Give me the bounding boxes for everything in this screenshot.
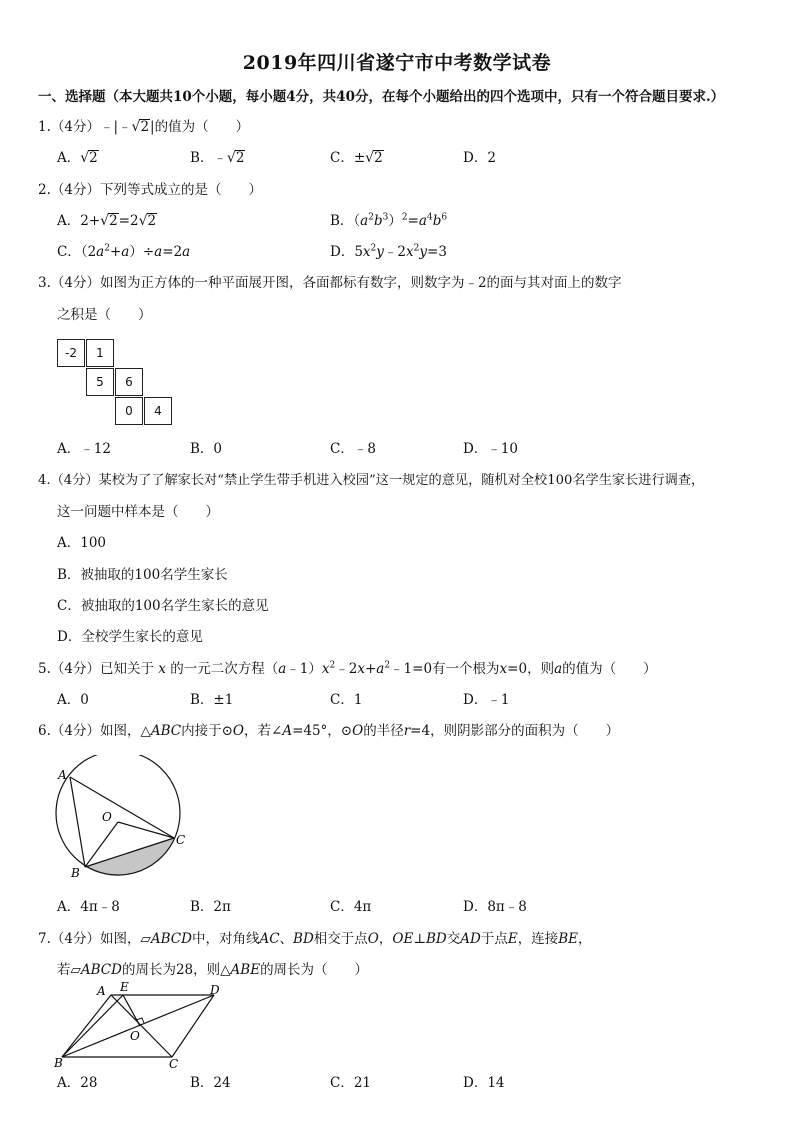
- label-o: O: [130, 1029, 140, 1043]
- question-5-option-d[interactable]: D．﹣1: [463, 692, 510, 708]
- question-3-option-d[interactable]: D．﹣10: [463, 441, 519, 457]
- question-4-stem-line-1: 4.（4分）某校为了了解家长对“禁止学生带手机进入校园”这一规定的意见，随机对全校100名学生家长进行调查，: [38, 473, 705, 488]
- question-5-option-b[interactable]: B．±1: [190, 692, 234, 708]
- question-5-option-a[interactable]: A．0: [57, 692, 89, 708]
- question-7-option-c[interactable]: C．21: [330, 1075, 372, 1091]
- label-d: D: [210, 983, 220, 997]
- question-1-option-a[interactable]: A．√2: [57, 150, 98, 166]
- label-a: A: [58, 768, 67, 782]
- net-cell: 4: [144, 397, 172, 425]
- net-cell: 0: [115, 397, 143, 425]
- page-title: 2019年四川省遂宁市中考数学试卷: [242, 52, 552, 74]
- question-6-option-d[interactable]: D．8π﹣8: [463, 899, 527, 915]
- question-7-stem-line-2: 若▱ABCD的周长为28，则△ABE的周长为（ ）: [57, 962, 369, 978]
- question-6-option-a[interactable]: A．4π﹣8: [57, 899, 120, 915]
- question-6-option-c[interactable]: C．4π: [330, 899, 372, 915]
- cube-net-figure: [57, 339, 177, 427]
- label-e: E: [120, 980, 129, 994]
- question-1-option-b[interactable]: B．﹣√2: [190, 150, 245, 166]
- net-cell: 6: [115, 368, 143, 396]
- question-5-stem: 5.（4分）已知关于 x 的一元二次方程$(a﹣1)x^2﹣2x+a^2﹣1=0$有一个根为x=0，则a的值为（ ）: [38, 660, 657, 677]
- question-3-stem-line-1: 3.（4分）如图为正方体的一种平面展开图，各面都标有数字，则数字为﹣2的面与其对面上的数字: [38, 275, 622, 291]
- question-4-stem-line-2: 这一问题中样本是（ ）: [57, 504, 219, 520]
- question-1-option-c[interactable]: C．±√2: [330, 150, 383, 166]
- question-3-stem-line-2: 之积是（ ）: [57, 307, 152, 323]
- question-4-option-a[interactable]: A．100: [57, 535, 107, 551]
- question-6-stem: 6.（4分）如图，△ABC内接于⊙O，若∠A=45°，⊙O的半径r=4，则阴影部分的面积为（ ）: [38, 723, 620, 739]
- shaded-region: [85, 838, 174, 876]
- question-5-option-c[interactable]: C．1: [330, 692, 363, 708]
- label-a: A: [97, 984, 106, 998]
- net-cell: 5: [86, 368, 114, 396]
- label-c: C: [169, 1057, 179, 1071]
- net-cell: 1: [86, 339, 114, 367]
- question-4-option-b[interactable]: B．被抽取的100名学生家长: [57, 567, 228, 583]
- question-7-option-a[interactable]: A．28: [57, 1075, 98, 1091]
- question-6-option-b[interactable]: B．2π: [190, 899, 231, 915]
- question-2-option-a[interactable]: A．2+√2=2√2: [57, 213, 157, 229]
- section-heading: 一、选择题（本大题共10个小题，每小题4分，共40分，在每个小题给出的四个选项中，只有一个符合题目要求.）: [38, 89, 725, 105]
- question-3-option-b[interactable]: B．0: [190, 441, 223, 457]
- question-4-option-c[interactable]: C．被抽取的100名学生家长的意见: [57, 598, 269, 614]
- question-2-option-d[interactable]: D．$5x^2y﹣2x^2y=3$: [330, 243, 447, 260]
- question-7-option-b[interactable]: B．24: [190, 1075, 231, 1091]
- question-7-option-d[interactable]: D．14: [463, 1075, 505, 1091]
- question-2-stem: 2.（4分）下列等式成立的是（ ）: [38, 182, 262, 198]
- question-7-stem-line-1: 7.（4分）如图，▱ABCD中，对角线AC、BD相交于点O，OE⊥BD交AD于点E，连接BE，: [38, 931, 592, 947]
- label-c: C: [176, 833, 186, 847]
- question-1-option-d[interactable]: D．2: [463, 150, 496, 166]
- label-o: O: [102, 810, 112, 824]
- question-3-option-a[interactable]: A．﹣12: [57, 441, 111, 457]
- question-2-option-c[interactable]: C．$(2a^2+a)\div a=2a$: [57, 243, 191, 260]
- circle-figure: [50, 755, 200, 885]
- parallelogram-figure: [50, 980, 240, 1072]
- net-cell: -2: [57, 339, 85, 367]
- question-4-option-d[interactable]: D．全校学生家长的意见: [57, 629, 203, 645]
- label-b: B: [71, 866, 80, 880]
- question-2-option-b[interactable]: B．$(a^2b^3)^2=a^4b^6$: [330, 212, 448, 229]
- question-1-stem: 1.（4分）﹣|﹣√2|的值为（ ）: [38, 119, 250, 135]
- label-b: B: [54, 1056, 63, 1070]
- question-3-option-c[interactable]: C．﹣8: [330, 441, 376, 457]
